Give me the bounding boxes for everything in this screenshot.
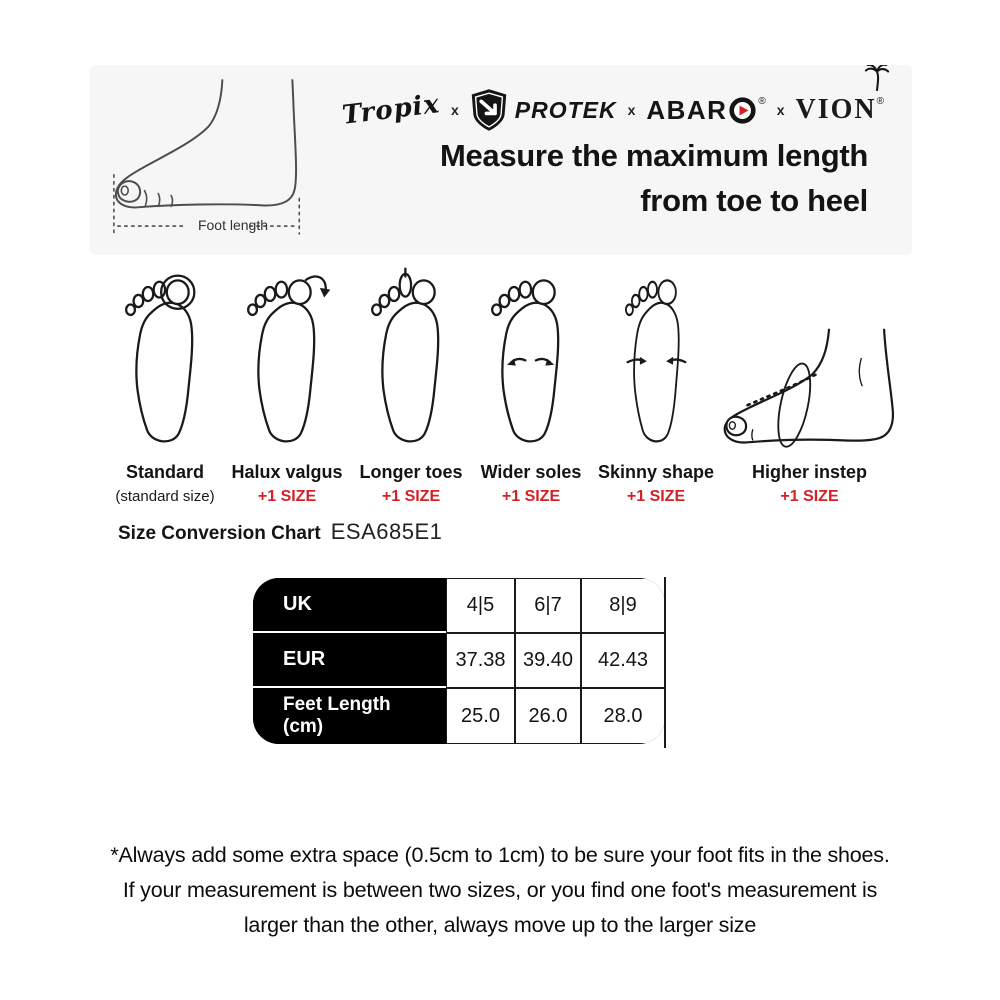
brand-logos-row (342, 81, 884, 139)
foot-type-halux-valgus (222, 268, 352, 506)
headline-line1: Measure the maximum length (439, 138, 868, 173)
abaro-logo: ABAR ® (646, 94, 766, 125)
foot-sole-longer-toes-icon (359, 266, 464, 460)
registered-mark: ® (876, 95, 884, 107)
brand-separator: x (451, 102, 459, 118)
tropix-logo: Tropix (342, 95, 440, 125)
size-chart-title: Size Conversion Chart (118, 523, 321, 544)
vion-logo: VION ® (795, 94, 884, 125)
foot-type-label: Wider soles (480, 462, 582, 482)
palm-tree-icon (864, 65, 890, 91)
foot-length-label: Foot length (197, 217, 269, 233)
foot-type-sublabel: +1 SIZE (501, 488, 561, 505)
foot-sole-skinny-shape-icon (604, 266, 709, 460)
table-cell: 37.38 (446, 633, 515, 688)
size-chart-code: ESA685E1 (330, 519, 443, 544)
foot-type-label: Longer toes (359, 462, 463, 482)
row-header-feet-length: Feet Length (cm) (253, 688, 446, 744)
table-cell: 4|5 (446, 578, 515, 633)
footnote-line1: *Always add some extra space (0.5cm to 1cm) to be sure your foot fits in the shoes. (110, 843, 890, 867)
table-cell: 25.0 (446, 688, 515, 744)
table-cell: 6|7 (515, 578, 581, 633)
foot-type-standard (95, 268, 235, 505)
foot-sole-wider-soles-icon (479, 266, 584, 460)
brand-separator: x (776, 102, 785, 118)
foot-type-sublabel: (standard size) (115, 488, 215, 505)
foot-sole-standard-icon (113, 266, 218, 460)
banner-headline (440, 133, 868, 223)
abaro-o-play-icon (729, 97, 756, 124)
table-cell: 42.43 (581, 633, 665, 688)
table-cell: 8|9 (581, 578, 665, 633)
foot-type-wider-soles (466, 268, 596, 506)
size-conversion-table (253, 578, 665, 744)
foot-type-label: Halux valgus (231, 462, 343, 482)
foot-type-label: Higher instep (751, 462, 867, 482)
foot-type-skinny-shape (586, 268, 726, 506)
foot-side-higher-instep-icon (712, 324, 907, 460)
headline-line2: from toe to heel (640, 183, 868, 218)
brand-separator: x (627, 102, 636, 118)
size-chart-title-row (118, 519, 442, 545)
table-cell: 28.0 (581, 688, 665, 744)
foot-type-label: Standard (125, 462, 204, 482)
foot-type-longer-toes (346, 268, 476, 506)
protek-logo: PROTEK (470, 88, 617, 132)
foot-type-sublabel: +1 SIZE (626, 488, 686, 505)
foot-type-sublabel: +1 SIZE (381, 488, 441, 505)
foot-type-sublabel: +1 SIZE (257, 488, 317, 505)
footnote-line2: If your measurement is between two sizes, or you find one foot's measurement is (122, 878, 878, 902)
sizing-footnote (0, 838, 1000, 943)
table-cell: 26.0 (515, 688, 581, 744)
foot-sole-halux-valgus-icon (235, 266, 340, 460)
foot-type-higher-instep (712, 268, 907, 506)
protek-shield-icon (470, 88, 508, 132)
measure-banner (90, 65, 912, 255)
row-header-uk: UK (253, 578, 446, 633)
row-header-eur: EUR (253, 633, 446, 688)
foot-type-label: Skinny shape (597, 462, 715, 482)
registered-mark: ® (758, 95, 766, 107)
foot-type-sublabel: +1 SIZE (780, 488, 839, 505)
table-right-border-line (664, 577, 666, 748)
footnote-line3: larger than the other, always move up to the larger size (243, 913, 757, 937)
table-cell: 39.40 (515, 633, 581, 688)
